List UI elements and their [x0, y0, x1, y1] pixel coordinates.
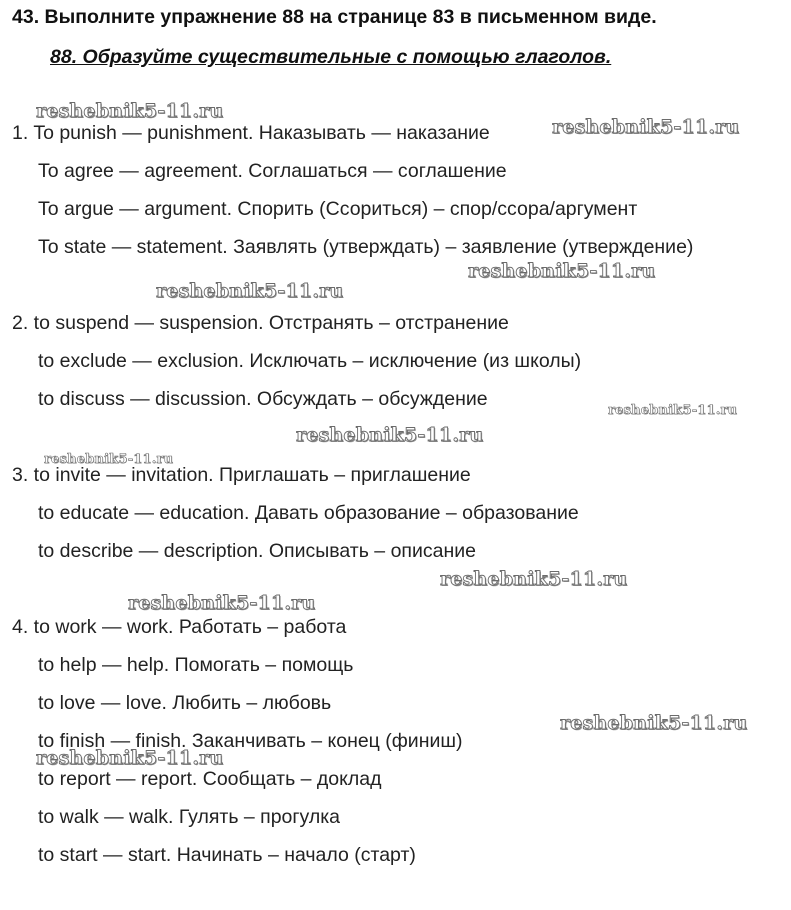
answer-line: to help — help. Помогать – помощь	[38, 654, 354, 676]
answer-line: to discuss — discussion. Обсуждать – обсуждение	[38, 388, 488, 410]
answer-line: to start — start. Начинать – начало (старт)	[38, 844, 416, 866]
answer-line: 2. to suspend — suspension. Отстранять – отстранение	[12, 312, 509, 334]
answer-line: To agree — agreement. Соглашаться — соглашение	[38, 160, 507, 182]
watermark: reshebnik5-11.ru	[296, 424, 484, 446]
exercise-subtitle: 88. Образуйте существительные с помощью глаголов.	[50, 46, 612, 68]
answer-line: to exclude — exclusion. Исключать – исключение (из школы)	[38, 350, 582, 372]
watermark: reshebnik5-11.ru	[440, 568, 628, 590]
watermark: reshebnik5-11.ru	[36, 100, 224, 122]
watermark: reshebnik5-11.ru	[36, 747, 224, 769]
watermark: reshebnik5-11.ru	[44, 452, 174, 467]
answer-line: To argue — argument. Спорить (Ссориться) – спор/ссора/аргумент	[38, 198, 638, 220]
watermark: reshebnik5-11.ru	[156, 280, 344, 302]
watermark: reshebnik5-11.ru	[468, 260, 656, 282]
watermark: reshebnik5-11.ru	[608, 403, 738, 418]
answer-line: to love — love. Любить – любовь	[38, 692, 332, 714]
watermark: reshebnik5-11.ru	[560, 712, 748, 734]
answer-line: to walk — walk. Гулять – прогулка	[38, 806, 341, 828]
watermark: reshebnik5-11.ru	[128, 592, 316, 614]
answer-line: to finish — finish. Заканчивать – конец (финиш)	[38, 730, 463, 752]
answer-line: to report — report. Сообщать – доклад	[38, 768, 382, 790]
answer-line: to educate — education. Давать образование – образование	[38, 502, 579, 524]
answer-line: To state — statement. Заявлять (утверждать) – заявление (утверждение)	[38, 236, 694, 258]
answer-line: 3. to invite — invitation. Приглашать – приглашение	[12, 464, 471, 486]
exercise-title: 43. Выполните упражнение 88 на странице 83 в письменном виде.	[12, 6, 657, 28]
answer-line: to describe — description. Описывать – описание	[38, 540, 476, 562]
watermark: reshebnik5-11.ru	[552, 116, 740, 138]
answer-line: 4. to work — work. Работать – работа	[12, 616, 347, 638]
answer-line: 1. To punish — punishment. Наказывать — наказание	[12, 122, 490, 144]
